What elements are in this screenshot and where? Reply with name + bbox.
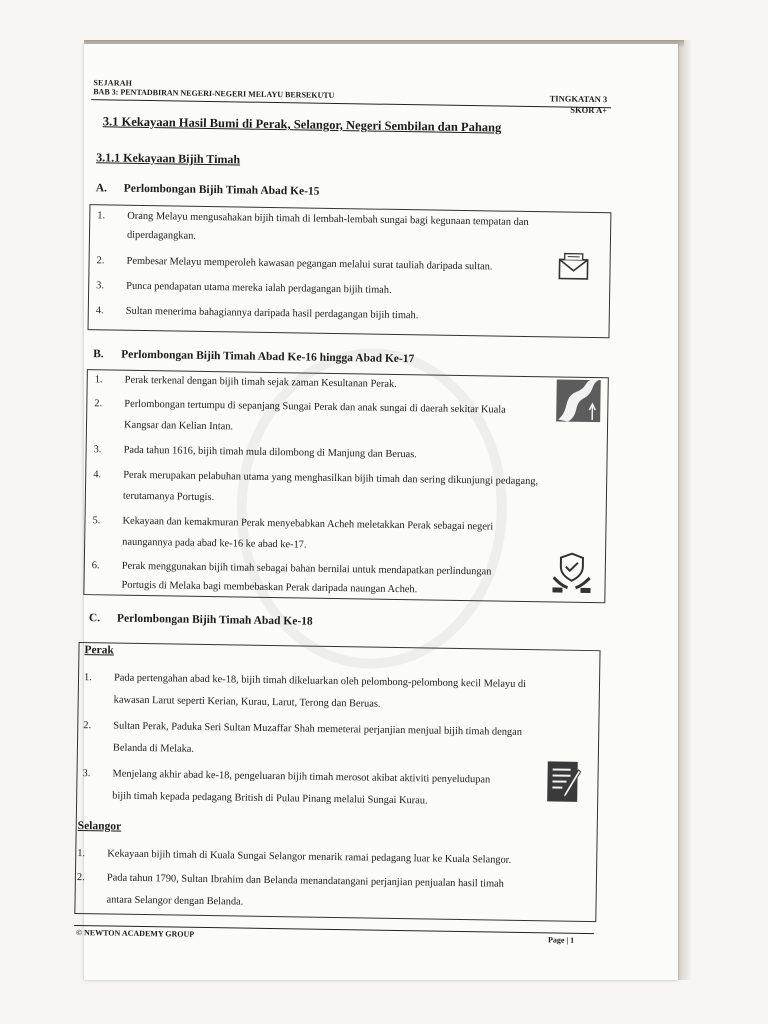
subject-label: SEJARAH	[93, 78, 133, 88]
document-pen-icon	[546, 759, 583, 809]
protection-hand-icon	[551, 551, 592, 599]
part-c-letter: C.	[88, 612, 101, 625]
list-item: 2. Perlombongan tertumpu di sepanjang Sungai Perak dan anak sungai di daerah sekitar Kuala	[94, 398, 506, 416]
list-item: kawasan Larut seperti Kerian, Kurau, Larut, Terong dan Beruas.	[113, 694, 381, 710]
list-item: 1. Kekayaan bijih timah di Kuala Sungai Selangor menarik ramai pedagang luar ke Kuala Selangor.	[77, 847, 512, 866]
part-a-title-text: Perlombongan Bijih Timah Abad Ke-15	[123, 182, 320, 198]
worksheet-page	[75, 44, 678, 980]
subsection-title: 3.1.1 Kekayaan Bijih Timah	[96, 150, 241, 167]
list-item: Belanda di Melaka.	[112, 742, 195, 755]
list-item: 1. Perak terkenal dengan bijih timah sejak zaman Kesultanan Perak.	[94, 374, 397, 390]
envelope-icon	[556, 251, 591, 287]
list-item: naungannya pada abad ke-16 ke abad ke-17.	[122, 536, 307, 551]
river-icon	[556, 379, 601, 427]
list-item: 4. Perak merupakan pelabuhan utama yang menghasilkan bijih timah dan sering dikunjungi pedagang,	[93, 469, 539, 488]
list-item: Kangsar dan Kelian Intan.	[123, 419, 234, 433]
score-label: SKOR A+	[570, 104, 608, 116]
list-item: 2. Pada tahun 1790, Sultan Ibrahim dan Belanda menandatangani perjanjian penjualan hasil timah	[76, 871, 504, 890]
perak-heading: Perak	[84, 644, 114, 657]
part-c-title	[89, 612, 313, 628]
list-item: 5. Kekayaan dan kemakmuran Perak menyebabkan Acheh meletakkan Perak sebagai negeri	[92, 515, 494, 533]
list-item: diperdagangkan.	[126, 229, 197, 242]
list-item: bijih timah kepada pedagang British di Pulau Pinang melalui Sungai Kurau.	[112, 790, 428, 807]
list-item: Portugis di Melaka bagi membebaskan Perak daripada naungan Acheh.	[121, 579, 418, 596]
part-a-title	[96, 182, 320, 198]
list-item: 2. Pembesar Melayu memperoleh kawasan pegangan melalui surat tauliah daripada sultan.	[96, 255, 493, 273]
list-item: antara Selangor dengan Belanda.	[106, 894, 244, 908]
chapter-title: BAB 3: PENTADBIRAN NEGERI-NEGERI MELAYU BERSEKUTU	[93, 87, 335, 100]
publisher-label: © NEWTON ACADEMY GROUP	[75, 927, 195, 939]
list-item: 3. Menjelang akhir abad ke-18, pengeluaran bijih timah merosot akibat aktiviti penyeludupan	[82, 768, 491, 786]
right-shadow	[678, 40, 692, 980]
list-item: 2. Sultan Perak, Paduka Seri Sultan Muzaffar Shah memeterai perjanjian menjual bijih timah dengan	[83, 720, 523, 738]
part-c-title-text: Perlombongan Bijih Timah Abad Ke-18	[116, 612, 313, 628]
list-item: 6. Perak menggunakan bijih timah sebagai bahan bernilai untuk mendapatkan perlindungan	[91, 560, 492, 578]
form-label: TINGKATAN 3	[549, 93, 608, 105]
section-title: 3.1 Kekayaan Hasil Bumi di Perak, Selangor, Negeri Sembilan dan Pahang	[102, 114, 502, 135]
list-item: 1. Pada pertengahan abad ke-18, bijih timah dikeluarkan oleh pelombong-pelombong kecil Melayu di	[83, 672, 527, 691]
list-item: 3. Pada tahun 1616, bijih timah mula dilombong di Manjung dan Beruas.	[93, 444, 417, 461]
list-item: 4. Sultan menerima bahagiannya daripada hasil perdagangan bijih timah.	[95, 305, 419, 322]
header-right	[549, 93, 607, 116]
page-number: Page | 1	[547, 935, 575, 945]
list-item: terutamanya Portugis.	[122, 490, 215, 504]
page-content	[69, 44, 678, 989]
part-a-letter: A.	[95, 182, 108, 195]
part-b-title-text: Perlombongan Bijih Timah Abad Ke-16 hingga Abad Ke-17	[121, 348, 415, 366]
header-rule	[91, 99, 611, 108]
part-b-letter: B.	[93, 348, 104, 361]
list-item: 3. Punca pendapatan utama mereka ialah perdagangan bijih timah.	[96, 280, 392, 296]
list-item: 1. Orang Melayu mengusahakan bijih timah di lembah-lembah sungai bagi kegunaan tempatan dan	[97, 210, 529, 229]
selangor-heading: Selangor	[77, 819, 122, 833]
